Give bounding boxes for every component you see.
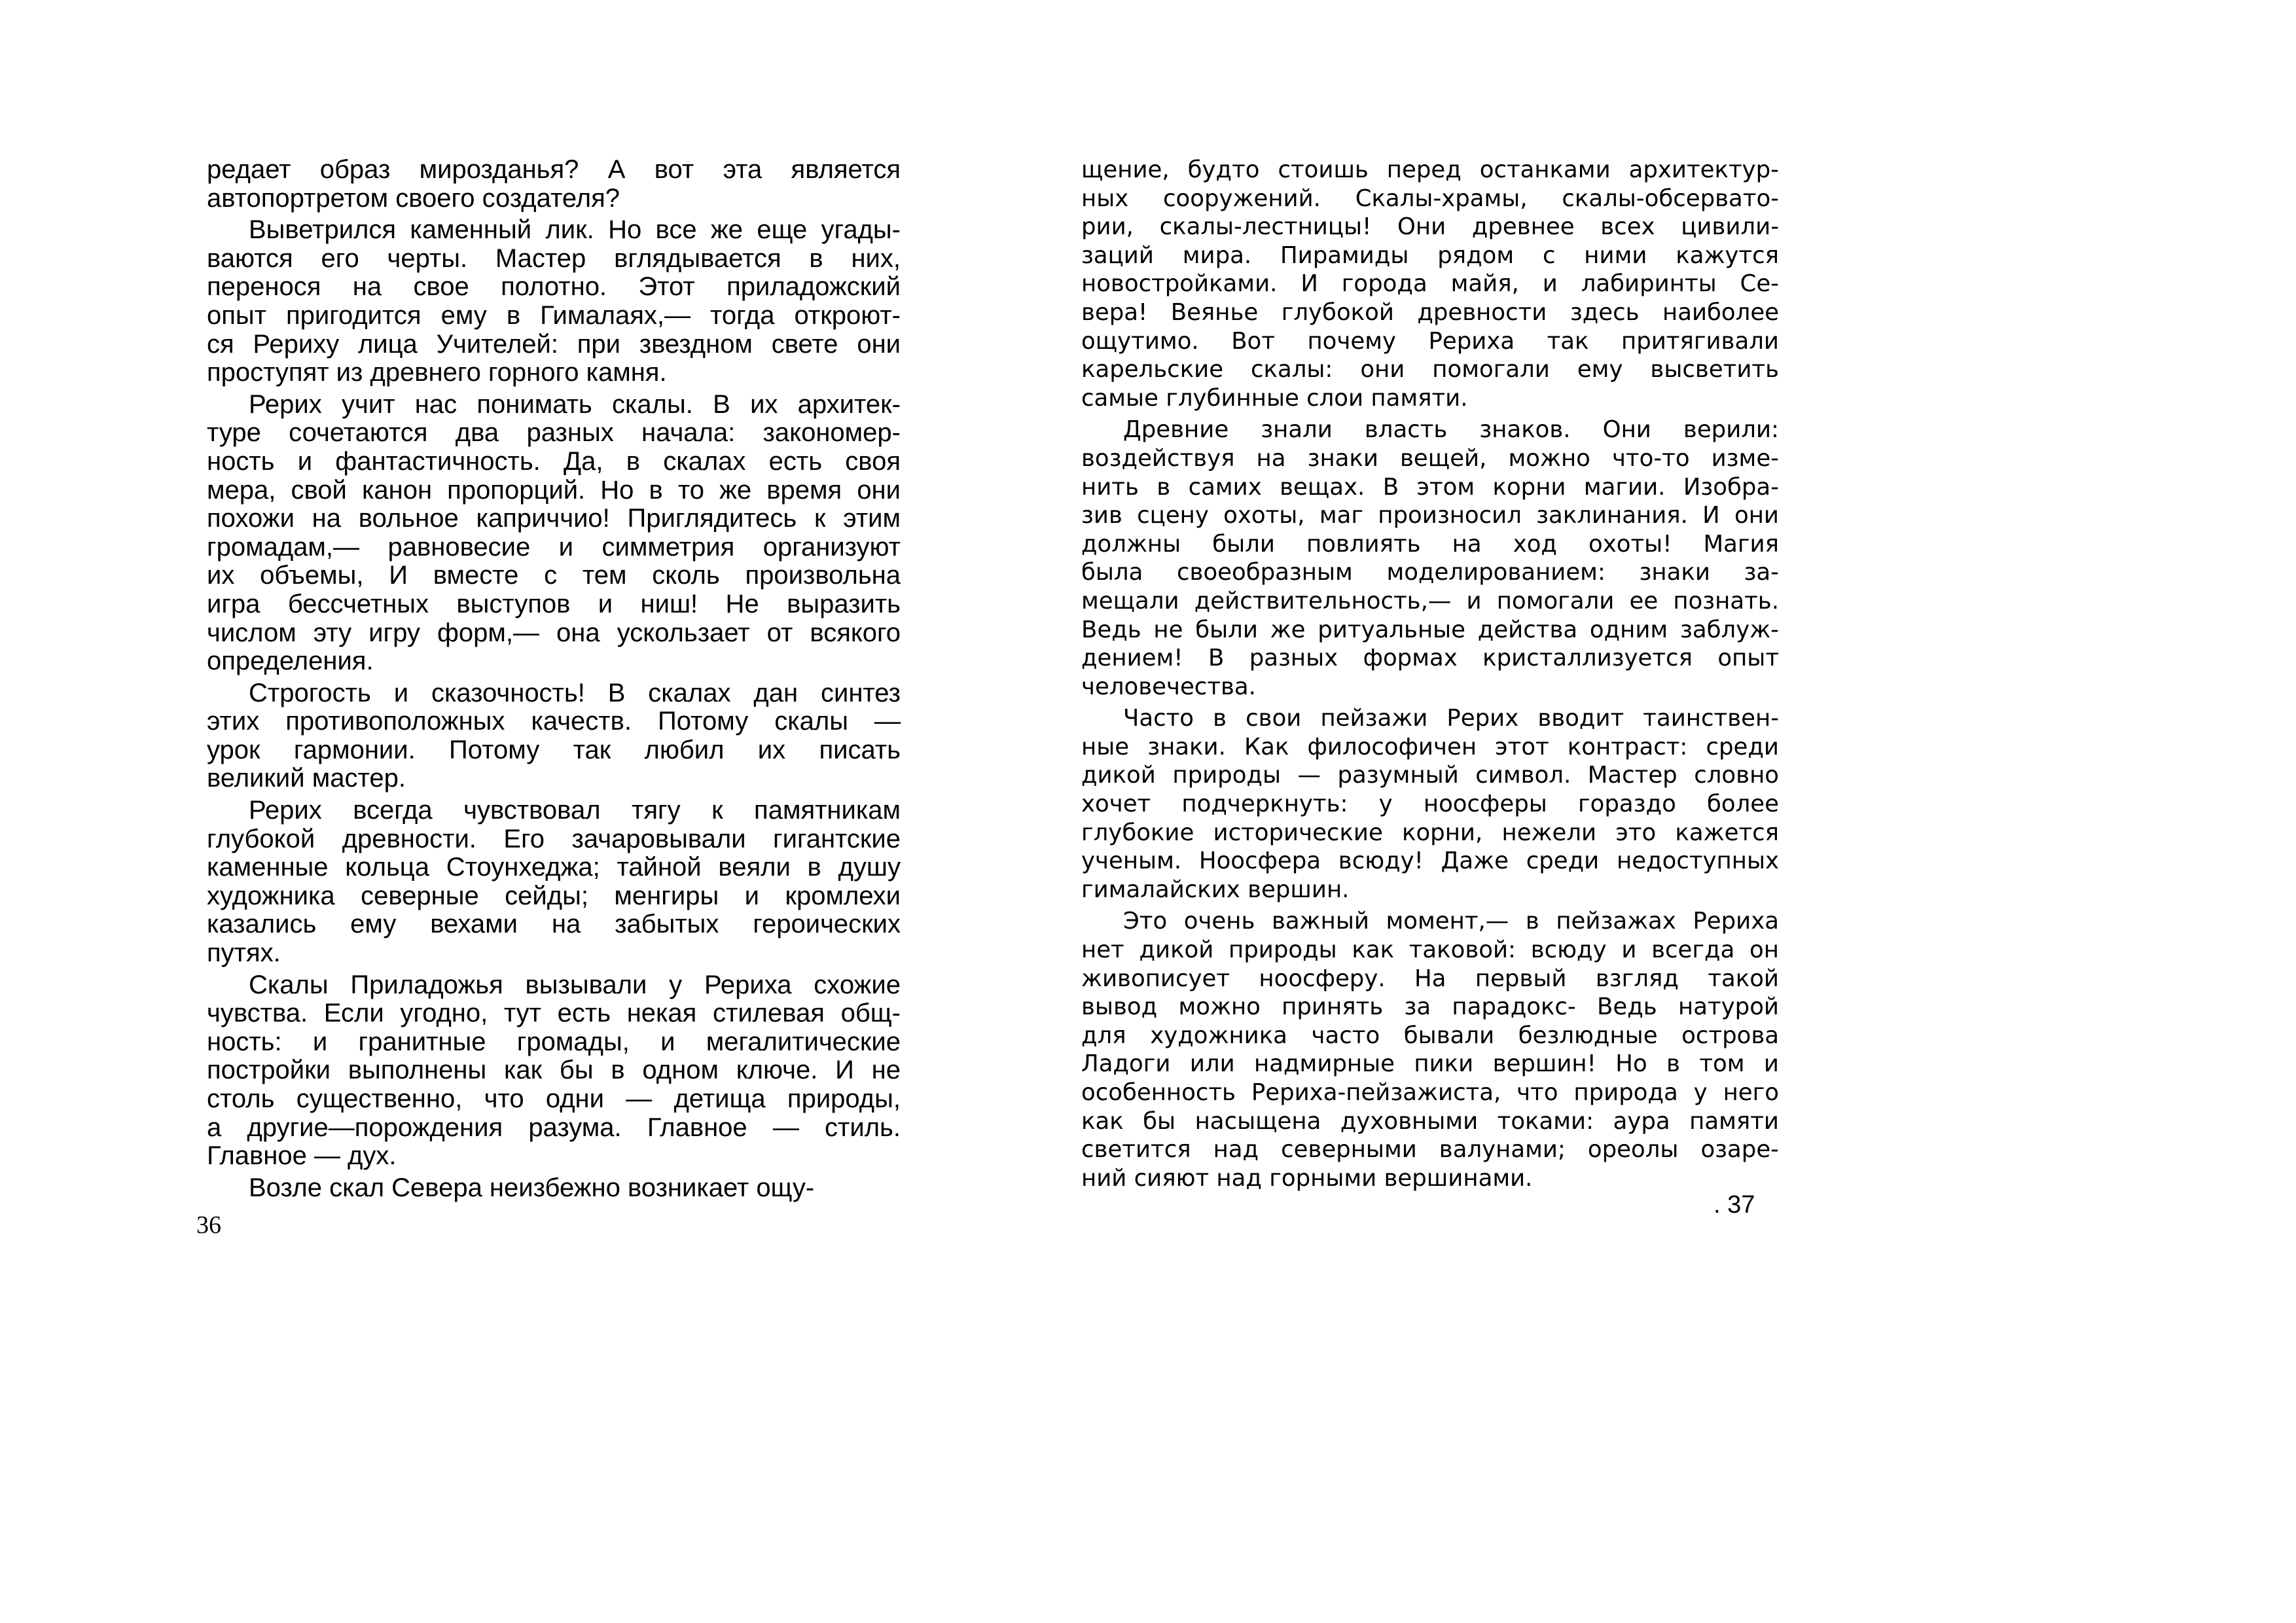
text-line: Скалы Приладожья вызывали у Рериха схожие (249, 971, 901, 999)
text-line: Главное — дух. (207, 1142, 397, 1171)
text-line: вера! Веянье глубокой древности здесь наиболее (1081, 298, 1779, 326)
text-line: как бы насыщена духовными токами: аура памяти (1081, 1107, 1779, 1135)
text-line: Ладоги или надмирные пики вершин! Но в том и (1081, 1050, 1779, 1078)
text-line: игра бессчетных выступов и ниш! Не выразить (207, 590, 901, 618)
text-line: особенность Рериха-пейзажиста, что природа у него (1081, 1079, 1779, 1106)
text-line: нить в самих вещах. В этом корни магии. Изобра- (1081, 473, 1779, 501)
text-line: должны были повлиять на ход охоты! Магия (1081, 530, 1779, 558)
text-line: ность: и гранитные громады, и мегалитические (207, 1027, 901, 1056)
text-line: для художника часто бывали безлюдные острова (1081, 1022, 1779, 1049)
text-line: хочет подчеркнуть: у ноосферы гораздо более (1081, 791, 1779, 818)
text-line: Выветрился каменный лик. Но все же еще угады- (249, 216, 901, 245)
text-line: Ведь не были же ритуальные действа одним заблуж- (1081, 616, 1779, 643)
right-page-number: . 37 (1713, 1191, 1755, 1219)
text-line: редает образ мирозданья? А вот эта является (207, 156, 901, 184)
text-line: гималайских вершин. (1081, 876, 1350, 903)
text-line: глубокой древности. Его зачаровывали гигантские (207, 825, 901, 853)
text-line: нет дикой природы как таковой: всюду и всегда он (1081, 936, 1779, 964)
text-line: самые глубинные слои памяти. (1081, 384, 1468, 412)
paragraph (207, 796, 901, 968)
text-line: числом эту игру форм,— она ускользает от всякого (207, 618, 901, 647)
text-line: щение, будто стоишь перед останками архитектур- (1081, 156, 1779, 183)
text-line: похожи на вольное каприччио! Приглядитесь к этим (207, 505, 901, 533)
text-line: ные знаки. Как философичен этот контраст: среди (1081, 733, 1779, 760)
text-line: Возле скал Севера неизбежно возникает ощу- (249, 1173, 815, 1202)
text-line: Рерих учит нас понимать скалы. В их архитек- (249, 390, 901, 419)
paragraph (1081, 416, 1779, 701)
paragraph (207, 156, 901, 213)
paragraph (207, 679, 901, 793)
paragraph (207, 391, 901, 676)
text-line: рии, скалы-лестницы! Они древнее всех цивили- (1081, 213, 1779, 241)
text-line: а другие—порождения разума. Главное — стиль. (207, 1113, 901, 1142)
text-line: громадам,— равновесие и симметрия организуют (207, 533, 901, 562)
text-line: каменные кольца Стоунхеджа; тайной веяли в душу (207, 853, 901, 882)
text-line: великий мастер. (207, 764, 406, 793)
text-line: ся Рериху лица Учителей: при звездном свете они (207, 330, 901, 359)
text-line: дикой природы — разумный символ. Мастер словно (1081, 762, 1779, 789)
left-page-number: 36 (196, 1211, 221, 1239)
text-line: глубокие исторические корни, нежели это кажется (1081, 819, 1779, 846)
text-line: опыт пригодится ему в Гималаях,— тогда откроют- (207, 301, 901, 330)
text-line: ных сооружений. Скалы-храмы, скалы-обсервато- (1081, 185, 1779, 212)
text-line: заций мира. Пирамиды рядом с ними кажутся (1081, 241, 1779, 269)
text-line: человечества. (1081, 673, 1256, 700)
text-line: Часто в свои пейзажи Рерих вводит таинствен- (1123, 705, 1779, 732)
text-line: ощутимо. Вот почему Рериха так притягивали (1081, 327, 1779, 355)
text-line: Рерих всегда чувствовал тягу к памятникам (249, 796, 901, 825)
text-line: живописует ноосферу. На первый взгляд такой (1081, 965, 1779, 992)
text-line: Древние знали власть знаков. Они верили: (1123, 416, 1779, 444)
text-line: вывод можно принять за парадокс- Ведь натурой (1081, 993, 1779, 1021)
text-line: новостройками. И города майя, и лабиринты Се- (1081, 270, 1779, 298)
text-line: определения. (207, 647, 374, 676)
text-line: казались ему вехами на забытых героических (207, 910, 901, 939)
text-line: зив сцену охоты, маг произносил заклинания. И они (1081, 502, 1779, 529)
text-line: проступят из древнего горного камня. (207, 359, 667, 387)
text-line: этих противоположных качеств. Потому скалы — (207, 707, 901, 736)
text-line: ученым. Ноосфера всюду! Даже среди недоступных (1081, 847, 1779, 875)
text-line: чувства. Если угодно, тут есть некая стилевая общ- (207, 999, 901, 1028)
text-line: художника северные сейды; менгиры и кромлехи (207, 882, 901, 910)
text-line: перенося на свое полотно. Этот приладожский (207, 273, 901, 302)
text-line: ваются его черты. Мастер вглядывается в них, (207, 244, 901, 273)
text-line: мещали действительность,— и помогали ее познать. (1081, 587, 1779, 615)
right-page-text (1081, 156, 1779, 1196)
left-page-text (207, 156, 901, 1205)
text-line: карельские скалы: они помогали ему высветить (1081, 356, 1779, 383)
text-line: светится над северными валунами; ореолы озаре- (1081, 1136, 1779, 1164)
paragraph (1081, 156, 1779, 412)
text-line: мера, свой канон пропорций. Но в то же время они (207, 476, 901, 505)
text-line: воздействуя на знаки вещей, можно что-то изме- (1081, 444, 1779, 472)
text-line: их объемы, И вместе с тем сколь произвольна (207, 562, 901, 590)
paragraph (1081, 704, 1779, 904)
paragraph (207, 1174, 901, 1203)
text-line: была своеобразным моделированием: знаки за- (1081, 559, 1779, 586)
text-line: ность и фантастичность. Да, в скалах есть своя (207, 447, 901, 476)
text-line: столь существенно, что одни — детища природы, (207, 1085, 901, 1113)
text-line: автопортретом своего создателя? (207, 184, 620, 213)
paragraph (207, 216, 901, 387)
text-line: туре сочетаются два разных начала: закономер- (207, 419, 901, 448)
text-line: Это очень важный момент,— в пейзажах Рериха (1123, 908, 1779, 935)
text-line: ний сияют над горными вершинами. (1081, 1164, 1533, 1192)
text-line: постройки выполнены как бы в одном ключе. И не (207, 1056, 901, 1085)
text-line: дением! В разных формах кристаллизуется опыт (1081, 645, 1779, 672)
paragraph (1081, 907, 1779, 1192)
text-line: Строгость и сказочность! В скалах дан синтез (249, 679, 901, 707)
text-line: путях. (207, 939, 281, 968)
text-line: урок гармонии. Потому так любил их писать (207, 736, 901, 764)
paragraph (207, 971, 901, 1171)
